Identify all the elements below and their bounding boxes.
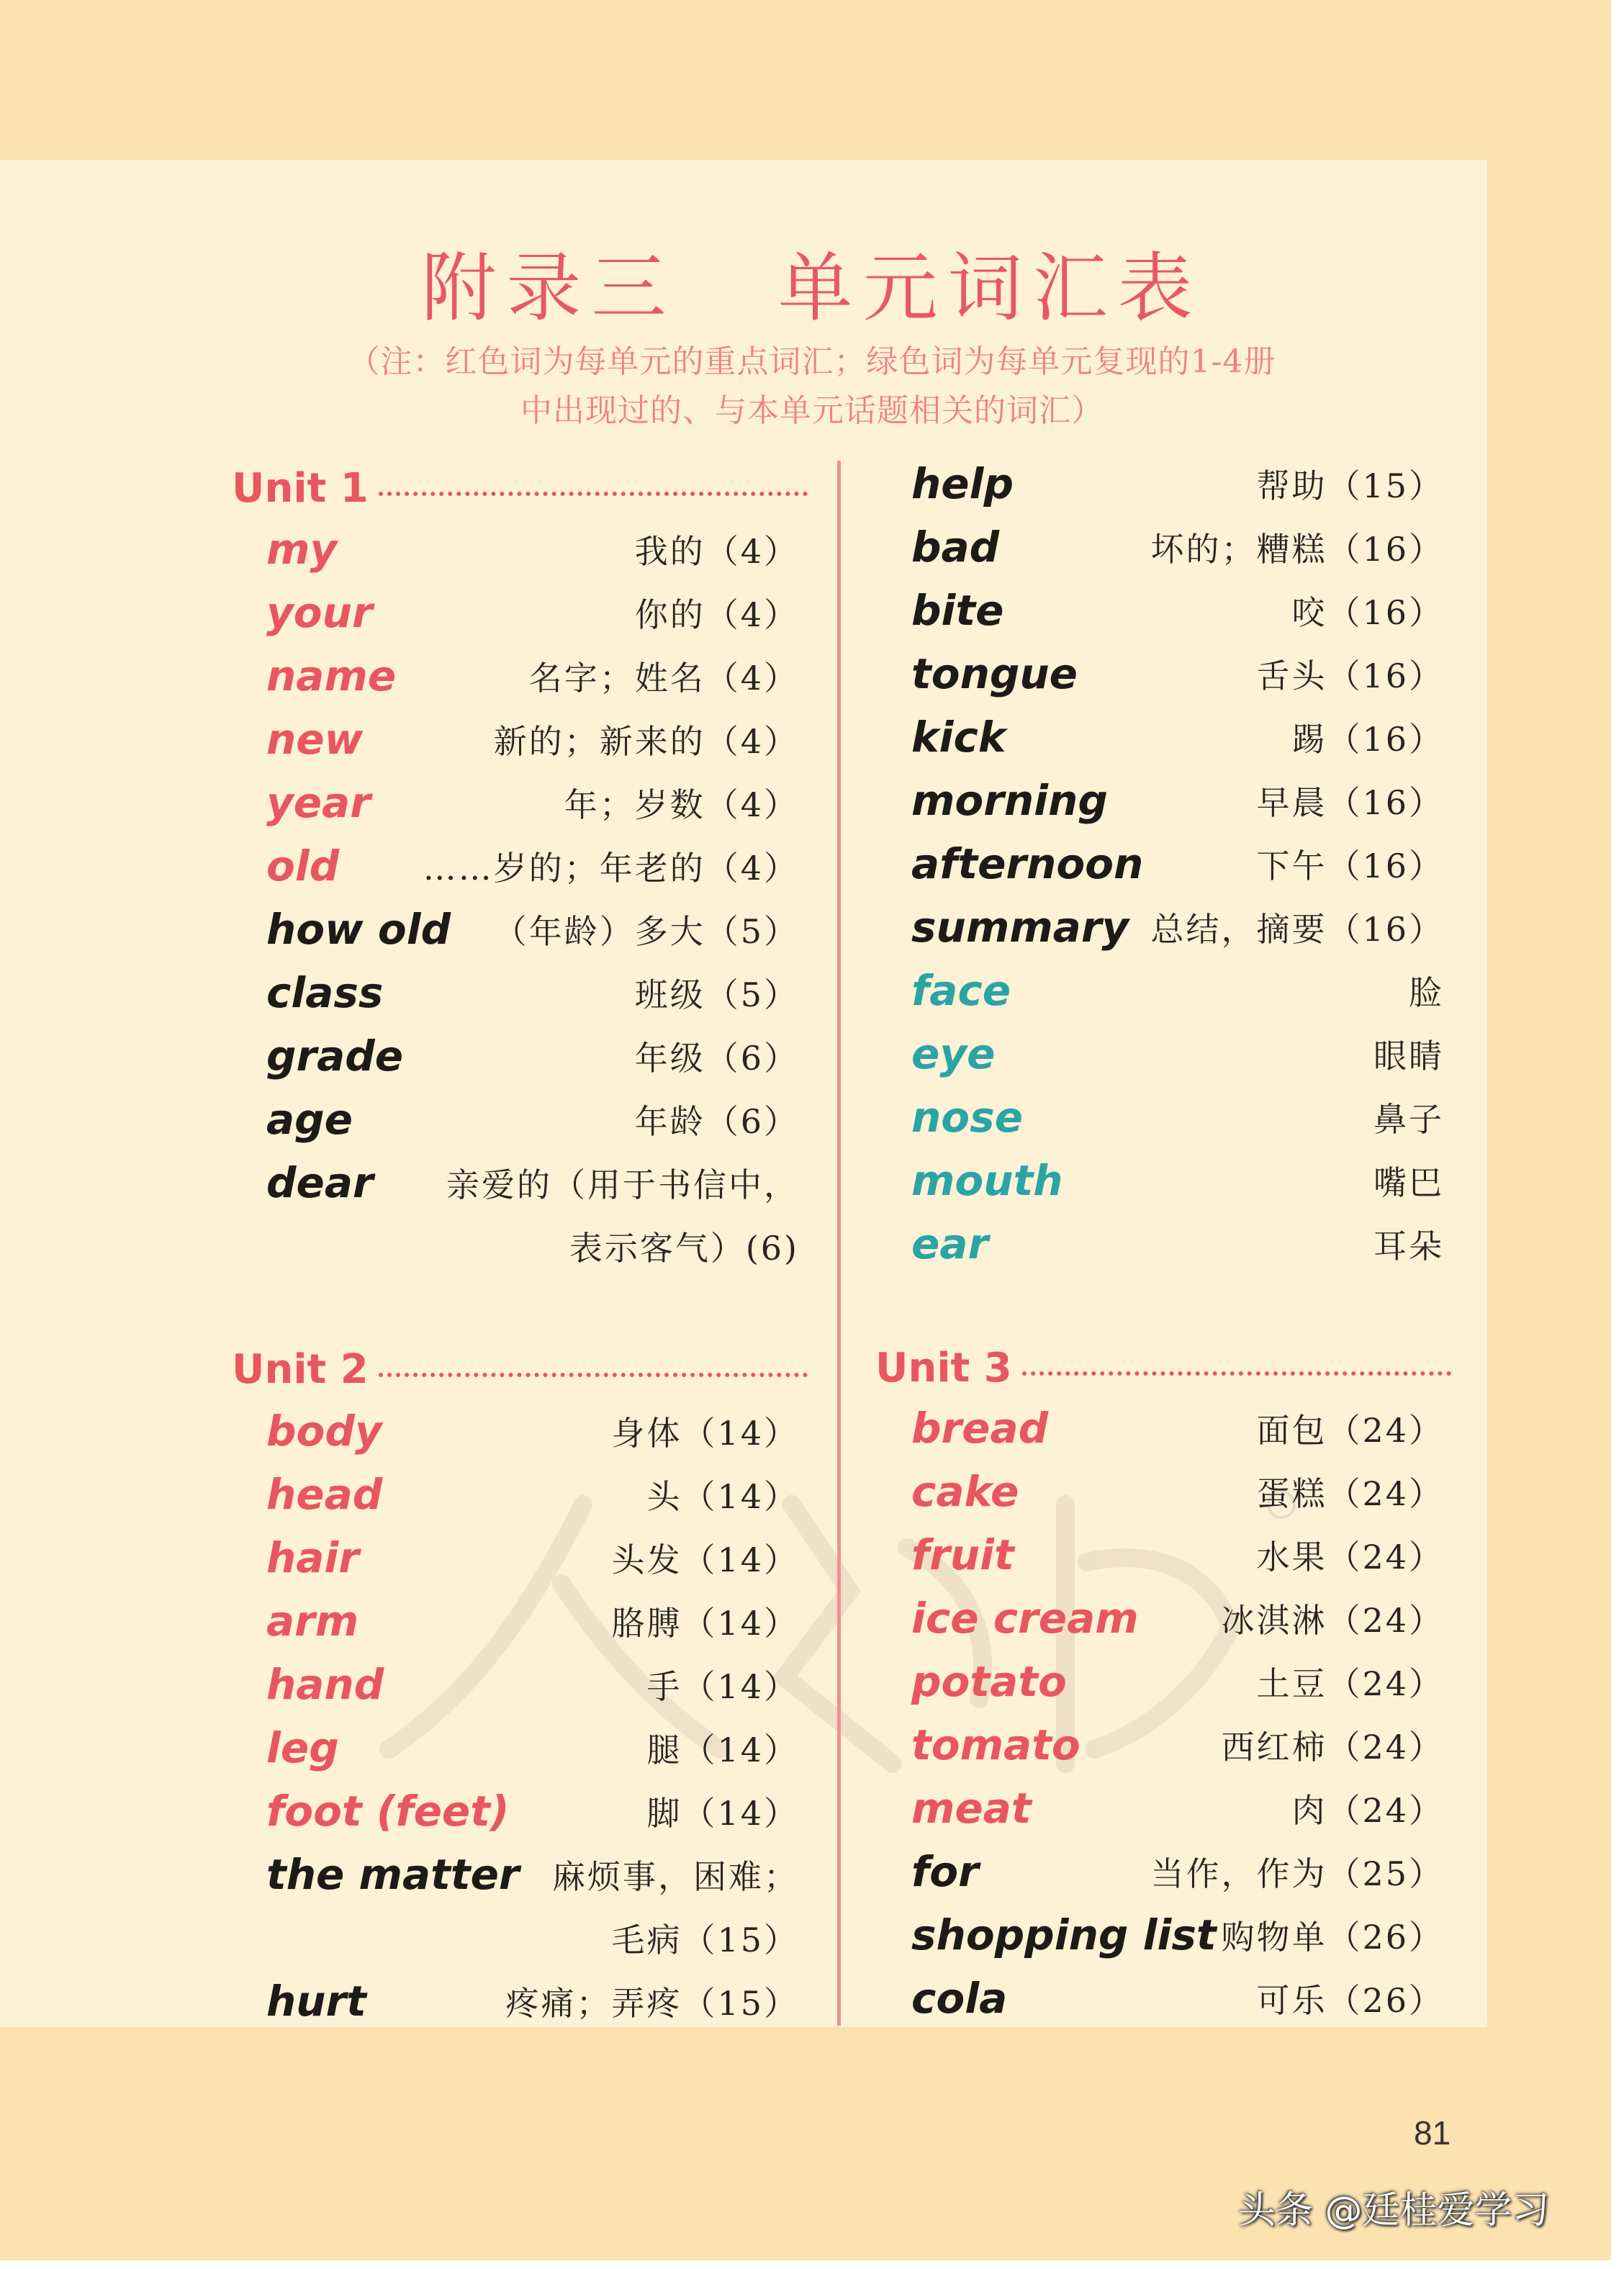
vocab-meaning: 身体（14） <box>611 1414 799 1453</box>
vocab-word: head <box>266 1470 383 1519</box>
vocab-word: name <box>266 651 397 700</box>
vocab-meaning: 年级（6） <box>634 1039 799 1078</box>
vocab-word: how old <box>266 905 451 954</box>
vocab-word: bread <box>911 1404 1049 1453</box>
vocab-entry <box>266 646 799 706</box>
vocab-word: meat <box>911 1784 1032 1833</box>
vocab-meaning: 年龄（6） <box>634 1102 799 1141</box>
vocab-meaning: 胳膊（14） <box>611 1604 799 1643</box>
vocab-meaning: 坏的；糟糕（16） <box>1150 530 1444 569</box>
legend-note-line2: 中出现过的、与本单元话题相关的词汇） <box>520 392 1104 429</box>
vocab-entry <box>911 770 1444 831</box>
vocab-word: grade <box>266 1032 404 1081</box>
vocab-word: class <box>266 968 384 1017</box>
vocab-word: face <box>911 966 1011 1015</box>
credit-watermark: 头条 @廷桂爱学习 <box>1238 2189 1550 2232</box>
unit-3-heading <box>875 1346 1451 1389</box>
vocab-meaning: 麻烦事，困难； <box>552 1857 799 1896</box>
vocab-meaning: 腿（14） <box>646 1731 799 1769</box>
vocab-entry <box>911 834 1444 894</box>
vocab-word: shopping list <box>911 1911 1217 1959</box>
vocab-word: old <box>266 842 340 890</box>
vocab-meaning: 鼻子 <box>1373 1100 1444 1139</box>
unit-1-label: Unit 1 <box>232 464 369 512</box>
unit-2-heading <box>232 1345 808 1393</box>
vocab-word: cake <box>911 1467 1019 1516</box>
vocab-entry <box>266 1026 799 1086</box>
vocab-word: for <box>911 1847 979 1896</box>
vocab-meaning: 帮助（15） <box>1256 466 1444 505</box>
vocab-meaning: 脸 <box>1409 973 1444 1012</box>
vocab-word: my <box>266 525 338 574</box>
vocab-word: leg <box>266 1723 339 1772</box>
vocab-entry <box>911 1087 1444 1147</box>
vocab-meaning: 面包（24） <box>1256 1411 1444 1450</box>
vocab-entry <box>911 960 1444 1021</box>
vocab-meaning: 我的（4） <box>634 532 799 571</box>
vocab-word: arm <box>266 1597 359 1646</box>
vocab-word: new <box>266 715 364 764</box>
vocab-entry <box>266 1654 799 1715</box>
vocab-word: body <box>266 1407 382 1456</box>
unit-3-dotted-rule <box>1022 1371 1451 1376</box>
vocab-meaning: 早晨（16） <box>1256 783 1444 822</box>
vocab-word: the matter <box>266 1850 520 1899</box>
vocab-entry <box>266 1781 799 1841</box>
vocab-entry <box>911 707 1444 767</box>
vocab-meaning: 可乐（26） <box>1256 1981 1444 2020</box>
vocab-entry <box>266 709 799 770</box>
vocab-entry <box>266 1464 799 1525</box>
vocab-meaning: 眼睛 <box>1373 1037 1444 1075</box>
vocab-entry <box>911 1715 1444 1775</box>
unit-1-heading <box>232 466 808 510</box>
vocab-entry <box>911 1024 1444 1084</box>
vocab-word: hurt <box>266 1977 366 2026</box>
vocab-entry <box>266 1844 799 1905</box>
vocab-meaning: 你的（4） <box>634 595 799 634</box>
vocab-meaning: ……岁的；年老的（4） <box>423 849 799 888</box>
page-number: 81 <box>1414 2114 1451 2152</box>
vocab-word: eye <box>911 1029 996 1078</box>
vocab-word: kick <box>911 713 1006 762</box>
vocab-meaning: 当作，作为（25） <box>1150 1854 1444 1893</box>
vocab-word: help <box>911 459 1014 508</box>
unit-2-dotted-rule <box>379 1373 808 1377</box>
vocab-entry <box>266 519 799 579</box>
vocab-word: morning <box>911 776 1108 825</box>
vocab-entry <box>911 1214 1444 1274</box>
vocab-entry <box>911 897 1444 957</box>
vocab-word: mouth <box>911 1156 1063 1205</box>
vocab-word: hair <box>266 1533 359 1582</box>
vocab-word: potato <box>911 1657 1067 1706</box>
vocab-meaning: 水果（24） <box>1256 1538 1444 1576</box>
vocab-word: nose <box>911 1093 1023 1142</box>
vocab-meaning: 毛病（15） <box>611 1921 799 1959</box>
unit-3-label: Unit 3 <box>875 1344 1012 1391</box>
vocab-meaning: 总结，摘要（16） <box>1150 910 1444 949</box>
vocab-entry <box>911 1651 1444 1712</box>
vocab-word: ice cream <box>911 1594 1139 1643</box>
vocab-entry <box>266 1591 799 1651</box>
vocab-meaning: 班级（5） <box>634 975 799 1014</box>
vocab-word: foot (feet) <box>266 1787 510 1836</box>
vocab-meaning-continuation <box>266 1908 799 1968</box>
unit-2-label: Unit 2 <box>232 1345 369 1393</box>
vocab-word: hand <box>266 1660 384 1709</box>
vocab-entry <box>911 1398 1444 1458</box>
vocab-entry <box>266 836 799 896</box>
vocab-entry <box>911 454 1444 514</box>
vocab-entry <box>911 1905 1444 1965</box>
vocab-meaning: 表示客气）(6) <box>569 1229 799 1268</box>
vocab-meaning: （年龄）多大（5） <box>493 912 799 951</box>
unit-1-dotted-rule <box>379 492 808 496</box>
vocab-word: tongue <box>911 649 1078 698</box>
vocab-word: bad <box>911 523 1000 572</box>
vocab-meaning: 头（14） <box>646 1477 799 1516</box>
vocab-meaning: 耳朵 <box>1373 1227 1444 1266</box>
vocab-entry <box>911 1841 1444 1902</box>
vocab-word: age <box>266 1095 353 1144</box>
vocab-meaning: 舌头（16） <box>1256 657 1444 695</box>
vocab-entry <box>911 1150 1444 1211</box>
vocab-word: tomato <box>911 1720 1081 1769</box>
vocab-entry <box>911 1968 1444 2029</box>
vocab-entry <box>911 1461 1444 1522</box>
vocab-entry <box>911 517 1444 577</box>
vocab-entry <box>911 1525 1444 1585</box>
vocab-meaning: 西红柿（24） <box>1221 1728 1444 1767</box>
vocab-meaning: 亲爱的（用于书信中， <box>446 1165 799 1204</box>
vocab-word: summary <box>911 903 1129 952</box>
vocab-meaning: 名字；姓名（4） <box>528 659 799 698</box>
vocab-meaning: 嘴巴 <box>1373 1163 1444 1202</box>
vocab-word: year <box>266 778 371 827</box>
vocab-meaning-continuation <box>266 1216 799 1276</box>
vocab-entry <box>911 580 1444 641</box>
vocab-meaning: 肉（24） <box>1291 1791 1444 1830</box>
vocab-meaning: 年；岁数（4） <box>564 785 799 824</box>
vocab-meaning: 土豆（24） <box>1256 1664 1444 1703</box>
vocab-entry <box>911 644 1444 704</box>
vocab-meaning: 头发（14） <box>611 1541 799 1579</box>
vocab-word: cola <box>911 1974 1008 2023</box>
column-divider <box>837 461 841 2026</box>
vocab-entry <box>266 582 799 643</box>
vocab-meaning: 购物单（26） <box>1221 1918 1444 1957</box>
vocab-meaning: 踢（16） <box>1291 720 1444 759</box>
vocab-meaning: 冰淇淋（24） <box>1221 1601 1444 1640</box>
vocab-entry <box>911 1588 1444 1648</box>
vocab-entry <box>266 1528 799 1588</box>
vocab-entry <box>266 1401 799 1461</box>
vocab-word: ear <box>911 1219 989 1268</box>
vocab-word: afternoon <box>911 839 1144 888</box>
vocab-meaning: 咬（16） <box>1291 593 1444 632</box>
legend-note-line1: （注：红色词为每单元的重点词汇；绿色词为每单元复现的1-4册 <box>348 343 1276 380</box>
vocab-meaning: 下午（16） <box>1256 847 1444 885</box>
vocab-entry <box>266 1089 799 1150</box>
vocab-meaning: 脚（14） <box>646 1794 799 1833</box>
vocab-entry <box>266 772 799 833</box>
page-title: 附录三 单元词汇表 <box>421 244 1203 332</box>
vocab-entry <box>266 899 799 960</box>
vocab-entry <box>911 1778 1444 1839</box>
vocab-entry <box>266 1718 799 1778</box>
vocab-word: your <box>266 588 373 637</box>
vocab-word: bite <box>911 586 1004 635</box>
vocab-entry <box>266 962 799 1023</box>
vocab-meaning: 新的；新来的（4） <box>493 722 799 761</box>
vocab-word: fruit <box>911 1530 1014 1579</box>
vocab-meaning: 疼痛；弄疼（15） <box>505 1984 799 2023</box>
vocab-entry <box>266 1971 799 2031</box>
vocab-word: dear <box>266 1158 374 1207</box>
vocab-entry <box>266 1152 799 1213</box>
vocab-meaning: 蛋糕（24） <box>1256 1474 1444 1513</box>
vocab-meaning: 手（14） <box>646 1667 799 1706</box>
